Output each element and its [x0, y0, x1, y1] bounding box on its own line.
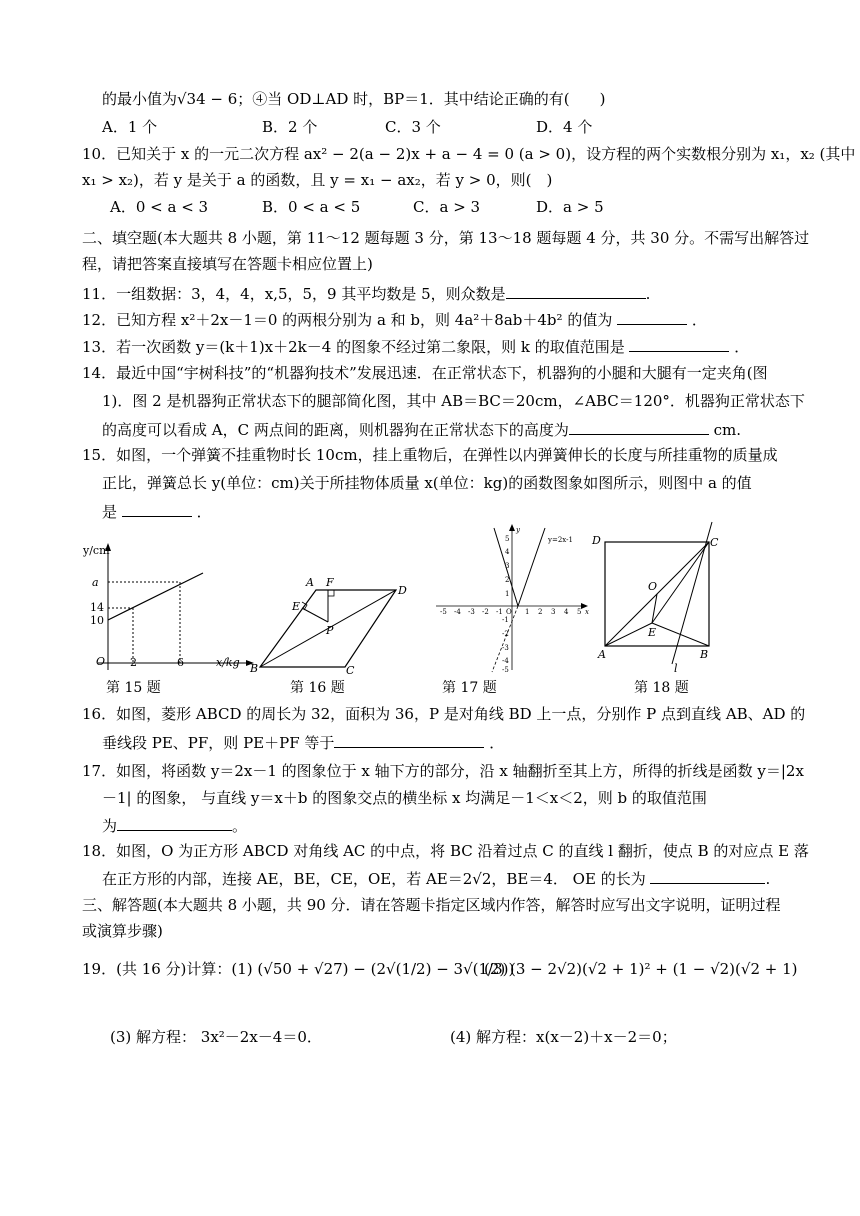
fig15-xtick-6: 6: [177, 656, 184, 669]
q19-part1: 19．(共 16 分)计算：(1) (√50 + √27) − (2√(1/2) − 3√(1/3)): [82, 960, 515, 978]
q17-end: 。: [232, 817, 248, 835]
q12-answer-blank[interactable]: [617, 308, 687, 325]
fig16-label-f: F: [326, 576, 334, 589]
q14-line3: [102, 418, 741, 441]
q13-text: 13．若一次函数 y＝(k＋1)x＋2k－4 的图象不经过第二象限，则 k 的取值范围是: [82, 338, 625, 356]
q11-answer-blank[interactable]: [506, 282, 646, 299]
fig17-ytick: -3: [502, 644, 509, 652]
q11-text: 11．一组数据：3，4，4，x,5，5，9 其平均数是 5，则众数是: [82, 285, 506, 303]
q19-part2: (2) (3 − 2√2)(√2 + 1)² + (1 − √2)(√2 + 1): [484, 960, 798, 978]
q9-option-b: B．2 个: [262, 118, 318, 136]
q19-part3: (3) 解方程： 3x²－2x－4＝0．: [110, 1028, 322, 1046]
q9-option-d: D．4 个: [536, 118, 593, 136]
figure-16-caption: 第 16 题: [290, 680, 345, 696]
fig17-ytick: -5: [502, 666, 509, 674]
q16-line1: 16．如图，菱形 ABCD 的周长为 32，面积为 36，P 是对角线 BD 上一点，分别作 P 点到直线 AB、AD 的: [82, 705, 806, 723]
q13: [82, 335, 749, 358]
fig17-xtick: O: [506, 608, 512, 616]
q16-end: ．: [489, 734, 505, 752]
fig18-label-e: E: [648, 626, 657, 639]
q15-line2: 正比，弹簧总长 y(单位：cm)关于所挂物体质量 x(单位：kg)的函数图象如图所示，则图中 a 的值: [102, 474, 752, 492]
fig18-label-c: C: [710, 536, 719, 549]
q9-option-a: A．1 个: [102, 118, 158, 136]
fig17-func-label: y=2x-1: [548, 536, 573, 544]
fig17-xtick: 3: [551, 608, 556, 616]
q17-line3-text: 为: [102, 817, 118, 835]
fig16-label-e: E: [292, 600, 301, 613]
figure-18-square: [590, 520, 730, 675]
fig16-label-p: P: [326, 624, 334, 637]
q16-line2: [102, 731, 504, 754]
q16-answer-blank[interactable]: [334, 731, 484, 748]
section2-heading-line2: 程，请把答案直接填写在答题卡相应位置上): [82, 255, 373, 273]
fig17-xtick: 5: [577, 608, 582, 616]
q15-line3-text: 是: [102, 503, 118, 521]
q10-option-d: D．a > 5: [536, 198, 604, 216]
fig17-xtick: -4: [454, 608, 461, 616]
figure-17-function-graph: [432, 522, 594, 674]
fig17-xtick: 1: [525, 608, 530, 616]
fig15-origin: O: [96, 655, 106, 668]
fig17-xtick: -1: [496, 608, 503, 616]
fig15-ylabel: y/cm: [83, 544, 110, 557]
q11-end: .: [645, 285, 651, 303]
q14-line1: 14．最近中国“宇树科技”的“机器狗技术”发展迅速．在正常状态下，机器狗的小腿和大腿有一定夹角(图: [82, 364, 768, 382]
fig17-xtick: -2: [482, 608, 489, 616]
section3-heading-line1: 三、解答题(本大题共 8 小题，共 90 分．请在答题卡指定区域内作答，解答时应写出文字说明，证明过程: [82, 896, 781, 914]
fig17-ytick: 2: [505, 576, 510, 584]
q18-end: .: [765, 870, 771, 888]
figure-18-caption: 第 18 题: [634, 680, 689, 696]
fig17-xtick: 4: [564, 608, 569, 616]
fig17-xaxis-label: x: [585, 608, 589, 616]
section3-heading-line2: 或演算步骤): [82, 922, 163, 940]
fig17-ytick: -1: [502, 616, 509, 624]
fig17-xtick: 2: [538, 608, 543, 616]
fig16-label-c: C: [346, 664, 355, 677]
q10-option-a: A．0 < a < 3: [110, 198, 209, 216]
fig18-label-l: l: [674, 662, 678, 675]
q13-end: ．: [734, 338, 750, 356]
fig18-label-d: D: [592, 534, 601, 547]
q14-line3-text: 的高度可以看成 A，C 两点间的距离，则机器狗在正常状态下的高度为: [102, 421, 569, 439]
fig15-ytick-a: a: [92, 576, 99, 589]
q15-end: ．: [196, 503, 212, 521]
section2-heading-line1: 二、填空题(本大题共 8 小题，第 11～12 题每题 3 分，第 13～18 题每题 4 分，共 30 分。不需写出解答过: [82, 229, 810, 247]
figure-17-caption: 第 17 题: [442, 680, 497, 696]
fig15-ytick-10: 10: [90, 614, 104, 627]
fig17-xtick: -5: [440, 608, 447, 616]
q17-line3: [102, 814, 247, 837]
q9-option-c: C．3 个: [385, 118, 441, 136]
figure-16-rhombus: [248, 572, 418, 677]
fig17-ytick: 3: [505, 562, 510, 570]
q12-text: 12．已知方程 x²＋2x－1＝0 的两根分别为 a 和 b，则 4a²＋8ab＋4b² 的值为: [82, 311, 613, 329]
q17-line2: －1| 的图象， 与直线 y＝x＋b 的图象交点的横坐标 x 均满足－1＜x＜2，则 b 的取值范围: [102, 789, 707, 807]
q15-line3: [102, 500, 212, 523]
q14-answer-blank[interactable]: [569, 418, 709, 435]
q9-conclusion-line: 的最小值为√34 − 6；④当 OD⊥AD 时，BP＝1．其中结论正确的有( ): [102, 90, 606, 108]
fig16-label-b: B: [250, 662, 259, 675]
q14-line2: 1)．图 2 是机器狗正常状态下的腿部简化图，其中 AB＝BC＝20cm，∠ABC＝120°．机器狗正常状态下: [102, 392, 805, 410]
fig15-ytick-14: 14: [90, 601, 104, 614]
fig18-label-a: A: [598, 648, 606, 661]
fig15-xlabel: x/kg: [216, 656, 240, 669]
fig17-xtick: -3: [468, 608, 475, 616]
q12: [82, 308, 707, 331]
fig17-yaxis-label: y: [516, 526, 520, 534]
q17-line1: 17．如图，将函数 y＝2x－1 的图象位于 x 轴下方的部分，沿 x 轴翻折至其上方，所得的折线是函数 y＝|2x: [82, 762, 804, 780]
q11: [82, 282, 650, 305]
q17-answer-blank[interactable]: [117, 814, 232, 831]
q10-line2: x₁ > x₂)，若 y 是关于 a 的函数，且 y = x₁ − ax₂，若 y > 0，则( ): [82, 171, 553, 189]
figure-15-caption: 第 15 题: [106, 680, 161, 696]
figure-15-graph: [78, 540, 258, 675]
q15-line1: 15．如图，一个弹簧不挂重物时长 10cm，挂上重物后，在弹性以内弹簧伸长的长度与所挂重物的质量成: [82, 446, 778, 464]
q10-option-b: B．0 < a < 5: [262, 198, 361, 216]
q10-option-c: C．a > 3: [413, 198, 481, 216]
fig17-ytick: 5: [505, 535, 510, 543]
fig15-xtick-2: 2: [130, 656, 137, 669]
fig17-ytick: 1: [505, 590, 510, 598]
fig16-label-a: A: [306, 576, 314, 589]
q18-answer-blank[interactable]: [650, 867, 765, 884]
q18-line2: [102, 867, 770, 890]
fig18-label-o: O: [648, 580, 658, 593]
q18-line1: 18．如图，O 为正方形 ABCD 对角线 AC 的中点，将 BC 沿着过点 C 的直线 l 翻折，使点 B 的对应点 E 落: [82, 842, 809, 860]
q16-line2-text: 垂线段 PE、PF，则 PE＋PF 等于: [102, 734, 335, 752]
fig16-label-d: D: [398, 584, 407, 597]
q13-answer-blank[interactable]: [629, 335, 729, 352]
fig17-ytick: -4: [502, 657, 509, 665]
q10-line1: 10．已知关于 x 的一元二次方程 ax² − 2(a − 2)x + a − 4 = 0 (a > 0)，设方程的两个实数根分别为 x₁，x₂ (其中: [82, 145, 856, 163]
fig17-ytick: -2: [502, 630, 509, 638]
fig17-ytick: 4: [505, 548, 510, 556]
fig18-label-b: B: [700, 648, 709, 661]
q15-answer-blank[interactable]: [122, 500, 192, 517]
q12-end: ．: [691, 311, 707, 329]
q14-end: cm.: [713, 421, 742, 439]
q19-part4: (4) 解方程：x(x－2)＋x－2＝0；: [450, 1028, 677, 1046]
q18-line2-text: 在正方形的内部，连接 AE，BE，CE，OE，若 AE＝2√2，BE＝4． OE 的长为: [102, 870, 646, 888]
